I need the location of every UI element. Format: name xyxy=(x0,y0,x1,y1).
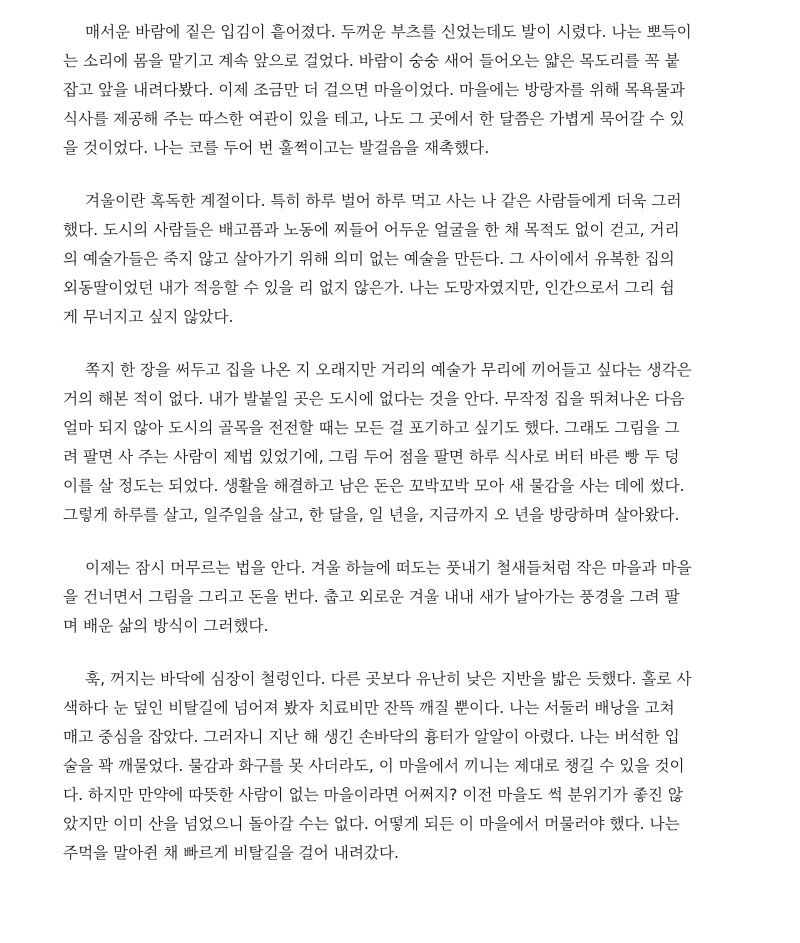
text-line: 매고 중심을 잡았다. 그러자니 지난 해 생긴 손바닥의 흉터가 알알이 아렸다. 나는 버석한 입 xyxy=(63,728,680,746)
paragraph xyxy=(63,187,756,332)
text-line: 그렇게 하루를 살고, 일주일을 살고, 한 달을, 일 년을, 지금까지 오 년을 방랑하며 살아왔다. xyxy=(63,506,680,524)
text-line: 훅, 꺼지는 바닥에 심장이 철렁인다. 다른 곳보다 유난히 낮은 지반을 밟은 듯했다. 홀로 사 xyxy=(85,670,692,688)
text-line: 려 팔면 사 주는 사람이 제법 있었기에, 그림 두어 점을 팔면 하루 식사로 버터 바른 빵 두 덩 xyxy=(63,448,680,466)
text-line: 의 예술가들은 죽지 않고 살아가기 위해 의미 없는 예술을 만든다. 그 사이에서 유복한 집의 xyxy=(63,250,675,268)
text-line: 식사를 제공해 주는 따스한 여관이 있을 테고, 나도 그 곳에서 한 달쯤은 가볍게 묵어갈 수 있 xyxy=(63,110,685,128)
text-line: 매서운 바람에 짙은 입김이 흩어졌다. 두꺼운 부츠를 신었는데도 발이 시렸다. 나는 뽀득이 xyxy=(85,23,692,41)
text-line: 을 건너면서 그림을 그리고 돈을 번다. 춥고 외로운 겨울 내내 새가 날아가는 풍경을 그려 팔 xyxy=(63,588,680,606)
text-line: 얼마 되지 않아 도시의 골목을 전전할 때는 모든 걸 포기하고 싶기도 했다. 그래도 그림을 그 xyxy=(63,419,680,437)
text-line: 이제는 잠시 머무르는 법을 안다. 겨울 하늘에 떠도는 풋내기 철새들처럼 작은 마을과 마을 xyxy=(85,559,692,577)
text-line: 겨울이란 혹독한 계절이다. 특히 하루 벌어 하루 먹고 사는 나 같은 사람들에게 더욱 그러 xyxy=(85,192,682,210)
paragraph xyxy=(63,18,756,163)
text-line: 았지만 이미 산을 넘었으니 돌아갈 수는 없다. 어떻게 되든 이 마을에서 머물러야 했다. 나는 xyxy=(63,815,680,833)
text-line: 주먹을 말아쥔 채 빠르게 비탈길을 걸어 내려갔다. xyxy=(63,844,399,862)
text-line: 거의 해본 적이 없다. 내가 발붙일 곳은 도시에 없다는 것을 안다. 무작정 집을 뛰쳐나온 다음 xyxy=(63,390,685,408)
text-line: 다. 하지만 만약에 따뜻한 사람이 없는 마을이라면 어쩌지? 이전 마을도 썩 분위기가 좋진 않 xyxy=(63,786,683,804)
paragraph xyxy=(63,665,756,868)
text-line: 쪽지 한 장을 써두고 집을 나온 지 오래지만 거리의 예술가 무리에 끼어들고 싶다는 생각은 xyxy=(85,361,692,379)
paragraph xyxy=(63,554,756,641)
text-line: 했다. 도시의 사람들은 배고픔과 노동에 찌들어 어두운 얼굴을 한 채 목적도 없이 걷고, 거리 xyxy=(63,221,680,239)
paragraph xyxy=(63,356,756,530)
text-line: 외동딸이었던 내가 적응할 수 있을 리 없지 않은가. 나는 도망자였지만, 인간으로서 그리 쉽 xyxy=(63,279,675,297)
text-line: 술을 꽉 깨물었다. 물감과 화구를 못 사더라도, 이 마을에서 끼니는 제대로 챙길 수 있을 것이 xyxy=(63,757,685,775)
text-line: 색하다 눈 덮인 비탈길에 넘어져 봤자 치료비만 잔뜩 깨질 뿐이다. 나는 서둘러 배낭을 고쳐 xyxy=(63,699,675,717)
text-line: 을 것이었다. 나는 코를 두어 번 훌쩍이고는 발걸음을 재촉했다. xyxy=(63,139,490,157)
text-line: 이를 살 정도는 되었다. 생활을 해결하고 남은 돈은 꼬박꼬박 모아 새 물감을 사는 데에 썼다. xyxy=(63,477,685,495)
text-line: 잡고 앞을 내려다봤다. 이제 조금만 더 걸으면 마을이었다. 마을에는 방랑자를 위해 목욕물과 xyxy=(63,81,685,99)
text-line: 게 무너지고 싶지 않았다. xyxy=(63,308,234,326)
text-line: 며 배운 삶의 방식이 그러했다. xyxy=(63,617,269,635)
text-line: 는 소리에 몸을 맡기고 계속 앞으로 걸었다. 바람이 숭숭 새어 들어오는 얇은 목도리를 꼭 붙 xyxy=(63,52,680,70)
